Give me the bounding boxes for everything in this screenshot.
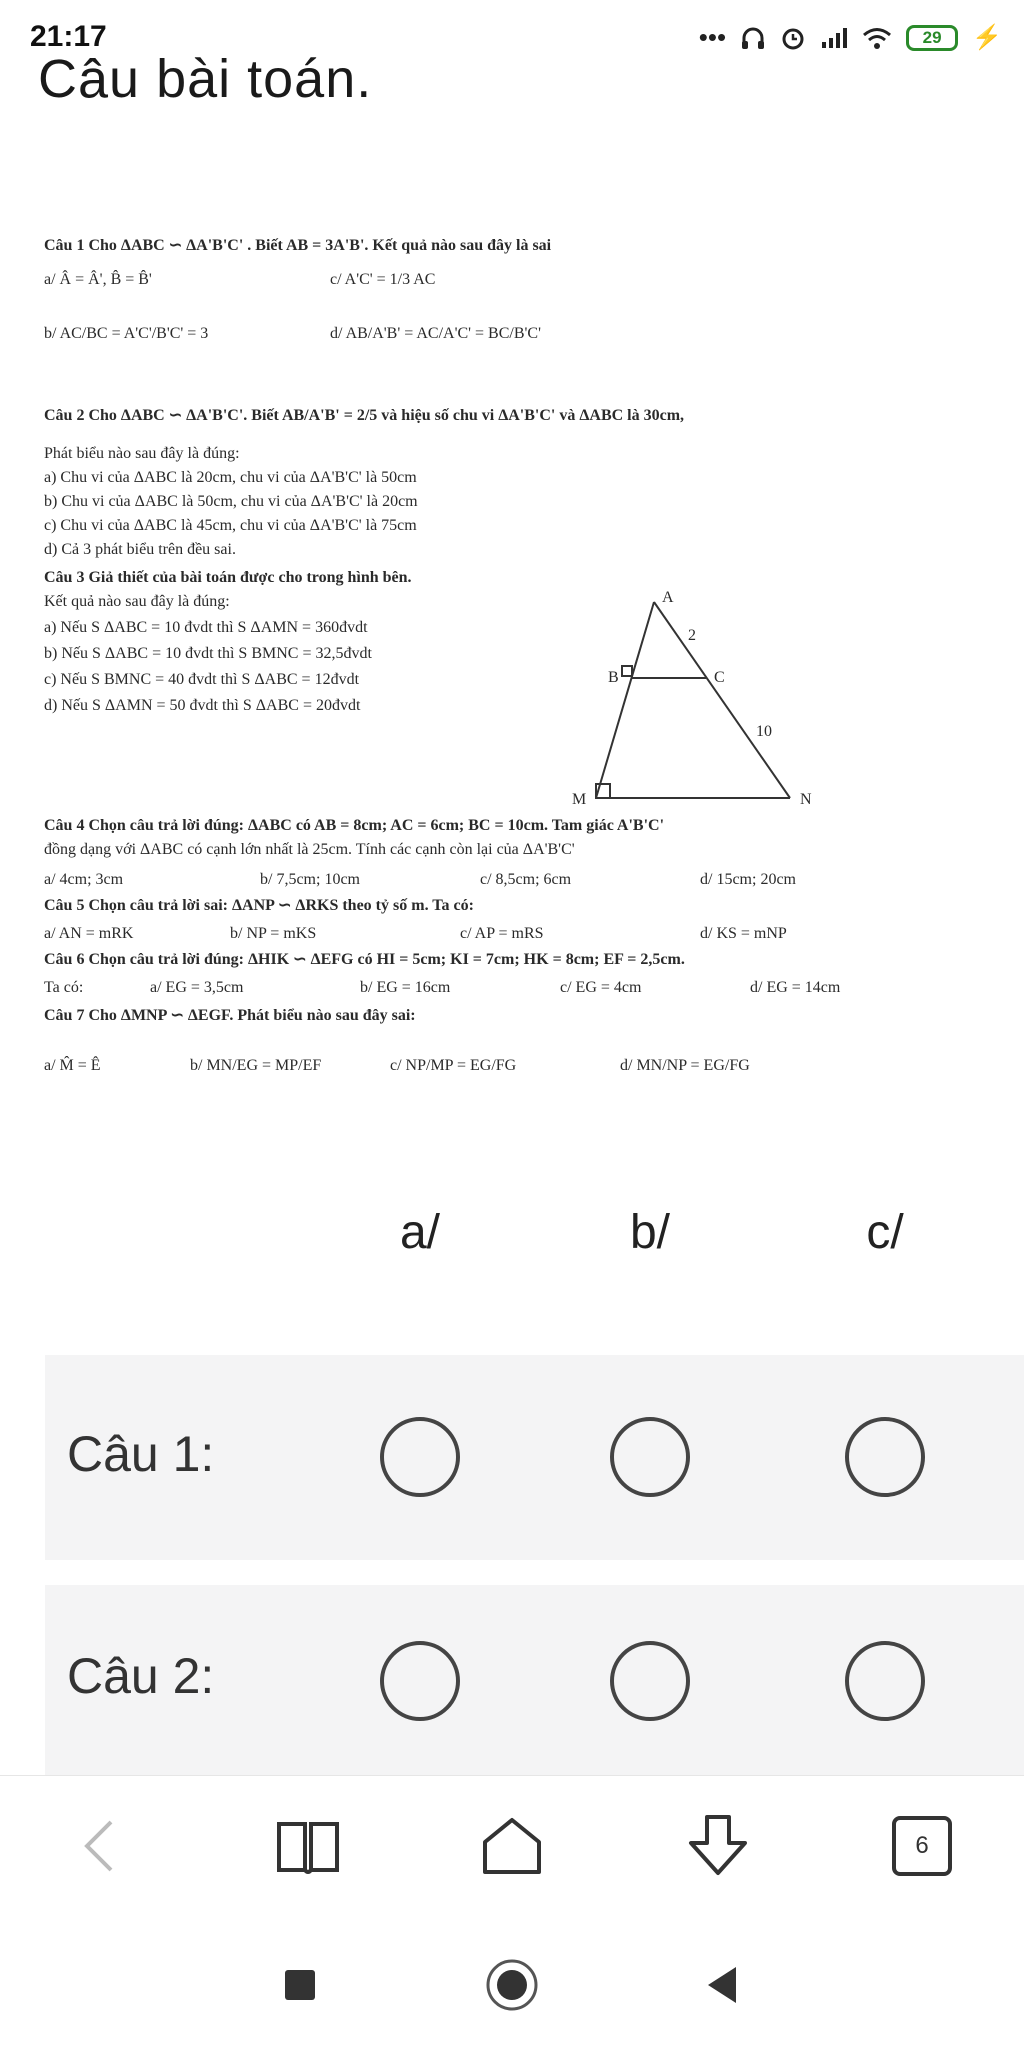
page-title-partial: Câu bài toán. — [38, 49, 373, 109]
q5-option-d: d/ KS = mNP — [700, 925, 787, 942]
q6-option-b: b/ EG = 16cm — [360, 979, 451, 996]
bookmarks-icon — [275, 1816, 341, 1876]
q1-option-d: d/ AB/A'B' = AC/A'C' = BC/B'C' — [330, 325, 541, 342]
q3-stem: Kết quả nào sau đây là đúng: — [44, 593, 230, 610]
q5-option-c: c/ AP = mRS — [460, 925, 544, 942]
back-button[interactable] — [60, 1806, 140, 1886]
figure-label-m: M — [572, 791, 587, 808]
q6-option-a: a/ EG = 3,5cm — [150, 979, 244, 996]
q3-option-d: d) Nếu S ΔAMN = 50 đvdt thì S ΔABC = 20đvdt — [44, 697, 361, 714]
download-button[interactable] — [678, 1806, 758, 1886]
recent-apps-button[interactable] — [270, 1955, 330, 2015]
q6-option-d: d/ EG = 14cm — [750, 979, 841, 996]
q7-option-c: c/ NP/MP = EG/FG — [390, 1057, 517, 1074]
q3-option-b: b) Nếu S ΔABC = 10 đvdt thì S BMNC = 32,5đvdt — [44, 645, 372, 662]
figure-label-2: 2 — [688, 627, 696, 644]
grid-column-headers — [0, 1205, 1024, 1275]
figure-label-c: C — [714, 669, 725, 686]
status-time: 21:17 — [30, 20, 107, 53]
radio-cau1-c[interactable] — [845, 1417, 925, 1497]
q2-stem: Phát biểu nào sau đây là đúng: — [44, 445, 240, 462]
signal-icon — [820, 26, 848, 50]
system-home-button[interactable] — [482, 1955, 542, 2015]
q6-stem: Ta có: — [44, 979, 84, 996]
download-icon — [683, 1813, 753, 1879]
q2-option-a: a) Chu vi của ΔABC là 20cm, chu vi của ΔA'B'C' là 50cm — [44, 469, 417, 486]
q7-option-d: d/ MN/NP = EG/FG — [620, 1057, 750, 1074]
q4-option-c: c/ 8,5cm; 6cm — [480, 871, 572, 888]
recent-apps-icon — [283, 1968, 317, 2002]
q1-option-c: c/ A'C' = 1/3 AC — [330, 271, 436, 288]
home-icon — [479, 1814, 545, 1878]
column-header-c: c/ — [866, 1206, 904, 1259]
radio-cau2-b[interactable] — [610, 1641, 690, 1721]
figure-label-b: B — [608, 669, 619, 686]
q1-title: Câu 1 Cho ΔABC ∽ ΔA'B'C' . Biết AB = 3A'B'. Kết quả nào sau đây là sai — [44, 237, 552, 254]
q4-title: Câu 4 Chọn câu trả lời đúng: ΔABC có AB = 8cm; AC = 6cm; BC = 10cm. Tam giác A'B'C' — [44, 817, 665, 834]
figure-label-a: A — [662, 589, 674, 606]
grid-row-cau-2 — [45, 1585, 1024, 1777]
q5-title: Câu 5 Chọn câu trả lời sai: ΔANP ∽ ΔRKS theo tỷ số m. Ta có: — [44, 897, 474, 914]
q7-title: Câu 7 Cho ΔMNP ∽ ΔEGF. Phát biểu nào sau đây sai: — [44, 1007, 416, 1024]
q6-option-c: c/ EG = 4cm — [560, 979, 642, 996]
q7-option-b: b/ MN/EG = MP/EF — [190, 1057, 322, 1074]
q1-option-a: a/ Â = Â', B̂ = B̂' — [44, 271, 152, 288]
q3-title: Câu 3 Giả thiết của bài toán được cho trong hình bên. — [44, 569, 412, 586]
figure-label-n: N — [800, 791, 812, 808]
q4-option-b: b/ 7,5cm; 10cm — [260, 871, 360, 888]
radio-cau2-a[interactable] — [380, 1641, 460, 1721]
q2-option-d: d) Cả 3 phát biểu trên đều sai. — [44, 541, 236, 558]
figure-label-10: 10 — [756, 723, 772, 740]
q3-option-a: a) Nếu S ΔABC = 10 đvdt thì S ΔAMN = 360đvdt — [44, 619, 368, 636]
row-label: Câu 1: — [67, 1426, 215, 1482]
grid-row-cau-1 — [45, 1355, 1024, 1560]
radio-cau1-b[interactable] — [610, 1417, 690, 1497]
bookmarks-button[interactable] — [268, 1806, 348, 1886]
wifi-icon — [862, 26, 892, 50]
system-navigation-bar — [0, 1915, 1024, 2048]
system-back-button[interactable] — [692, 1955, 752, 2015]
alarm-icon — [780, 25, 806, 51]
q1-option-b: b/ AC/BC = A'C'/B'C' = 3 — [44, 325, 209, 342]
q4-stem: đồng dạng với ΔABC có cạnh lớn nhất là 25cm. Tính các cạnh còn lại của ΔA'B'C' — [44, 841, 575, 858]
q2-option-b: b) Chu vi của ΔABC là 50cm, chu vi của ΔA'B'C' là 20cm — [44, 493, 418, 510]
back-icon — [75, 1816, 125, 1876]
headphones-icon — [740, 25, 766, 51]
battery-indicator: 29 — [906, 25, 958, 51]
row-label: Câu 2: — [67, 1648, 215, 1704]
q2-title: Câu 2 Cho ΔABC ∽ ΔA'B'C'. Biết AB/A'B' = 2/5 và hiệu số chu vi ΔA'B'C' và ΔABC là 30cm, — [44, 407, 685, 424]
q4-option-d: d/ 15cm; 20cm — [700, 871, 796, 888]
q6-title: Câu 6 Chọn câu trả lời đúng: ΔHIK ∽ ΔEFG có HI = 5cm; KI = 7cm; HK = 8cm; EF = 2,5cm. — [44, 951, 685, 968]
q5-option-a: a/ AN = mRK — [44, 925, 134, 942]
radio-cau2-c[interactable] — [845, 1641, 925, 1721]
q3-option-c: c) Nếu S BMNC = 40 đvdt thì S ΔABC = 12đvdt — [44, 671, 360, 688]
q2-option-c: c) Chu vi của ΔABC là 45cm, chu vi của ΔA'B'C' là 75cm — [44, 517, 417, 534]
tabs-button[interactable] — [882, 1806, 962, 1886]
radio-cau1-a[interactable] — [380, 1417, 460, 1497]
charging-icon: ⚡ — [972, 24, 1002, 51]
home-button-icon — [485, 1958, 539, 2012]
browser-toolbar — [0, 1775, 1024, 1915]
worksheet-image — [30, 220, 1004, 1100]
tabs-icon: 6 — [892, 1816, 952, 1876]
column-header-a: a/ — [399, 1206, 441, 1259]
column-header-b: b/ — [629, 1206, 671, 1259]
home-button[interactable] — [472, 1806, 552, 1886]
q4-option-a: a/ 4cm; 3cm — [44, 871, 124, 888]
q7-option-a: a/ M̂ = Ê — [44, 1057, 101, 1074]
back-triangle-icon — [704, 1965, 740, 2005]
status-icons — [699, 22, 1002, 53]
more-dots-icon: ••• — [698, 22, 727, 52]
q5-option-b: b/ NP = mKS — [230, 925, 317, 942]
